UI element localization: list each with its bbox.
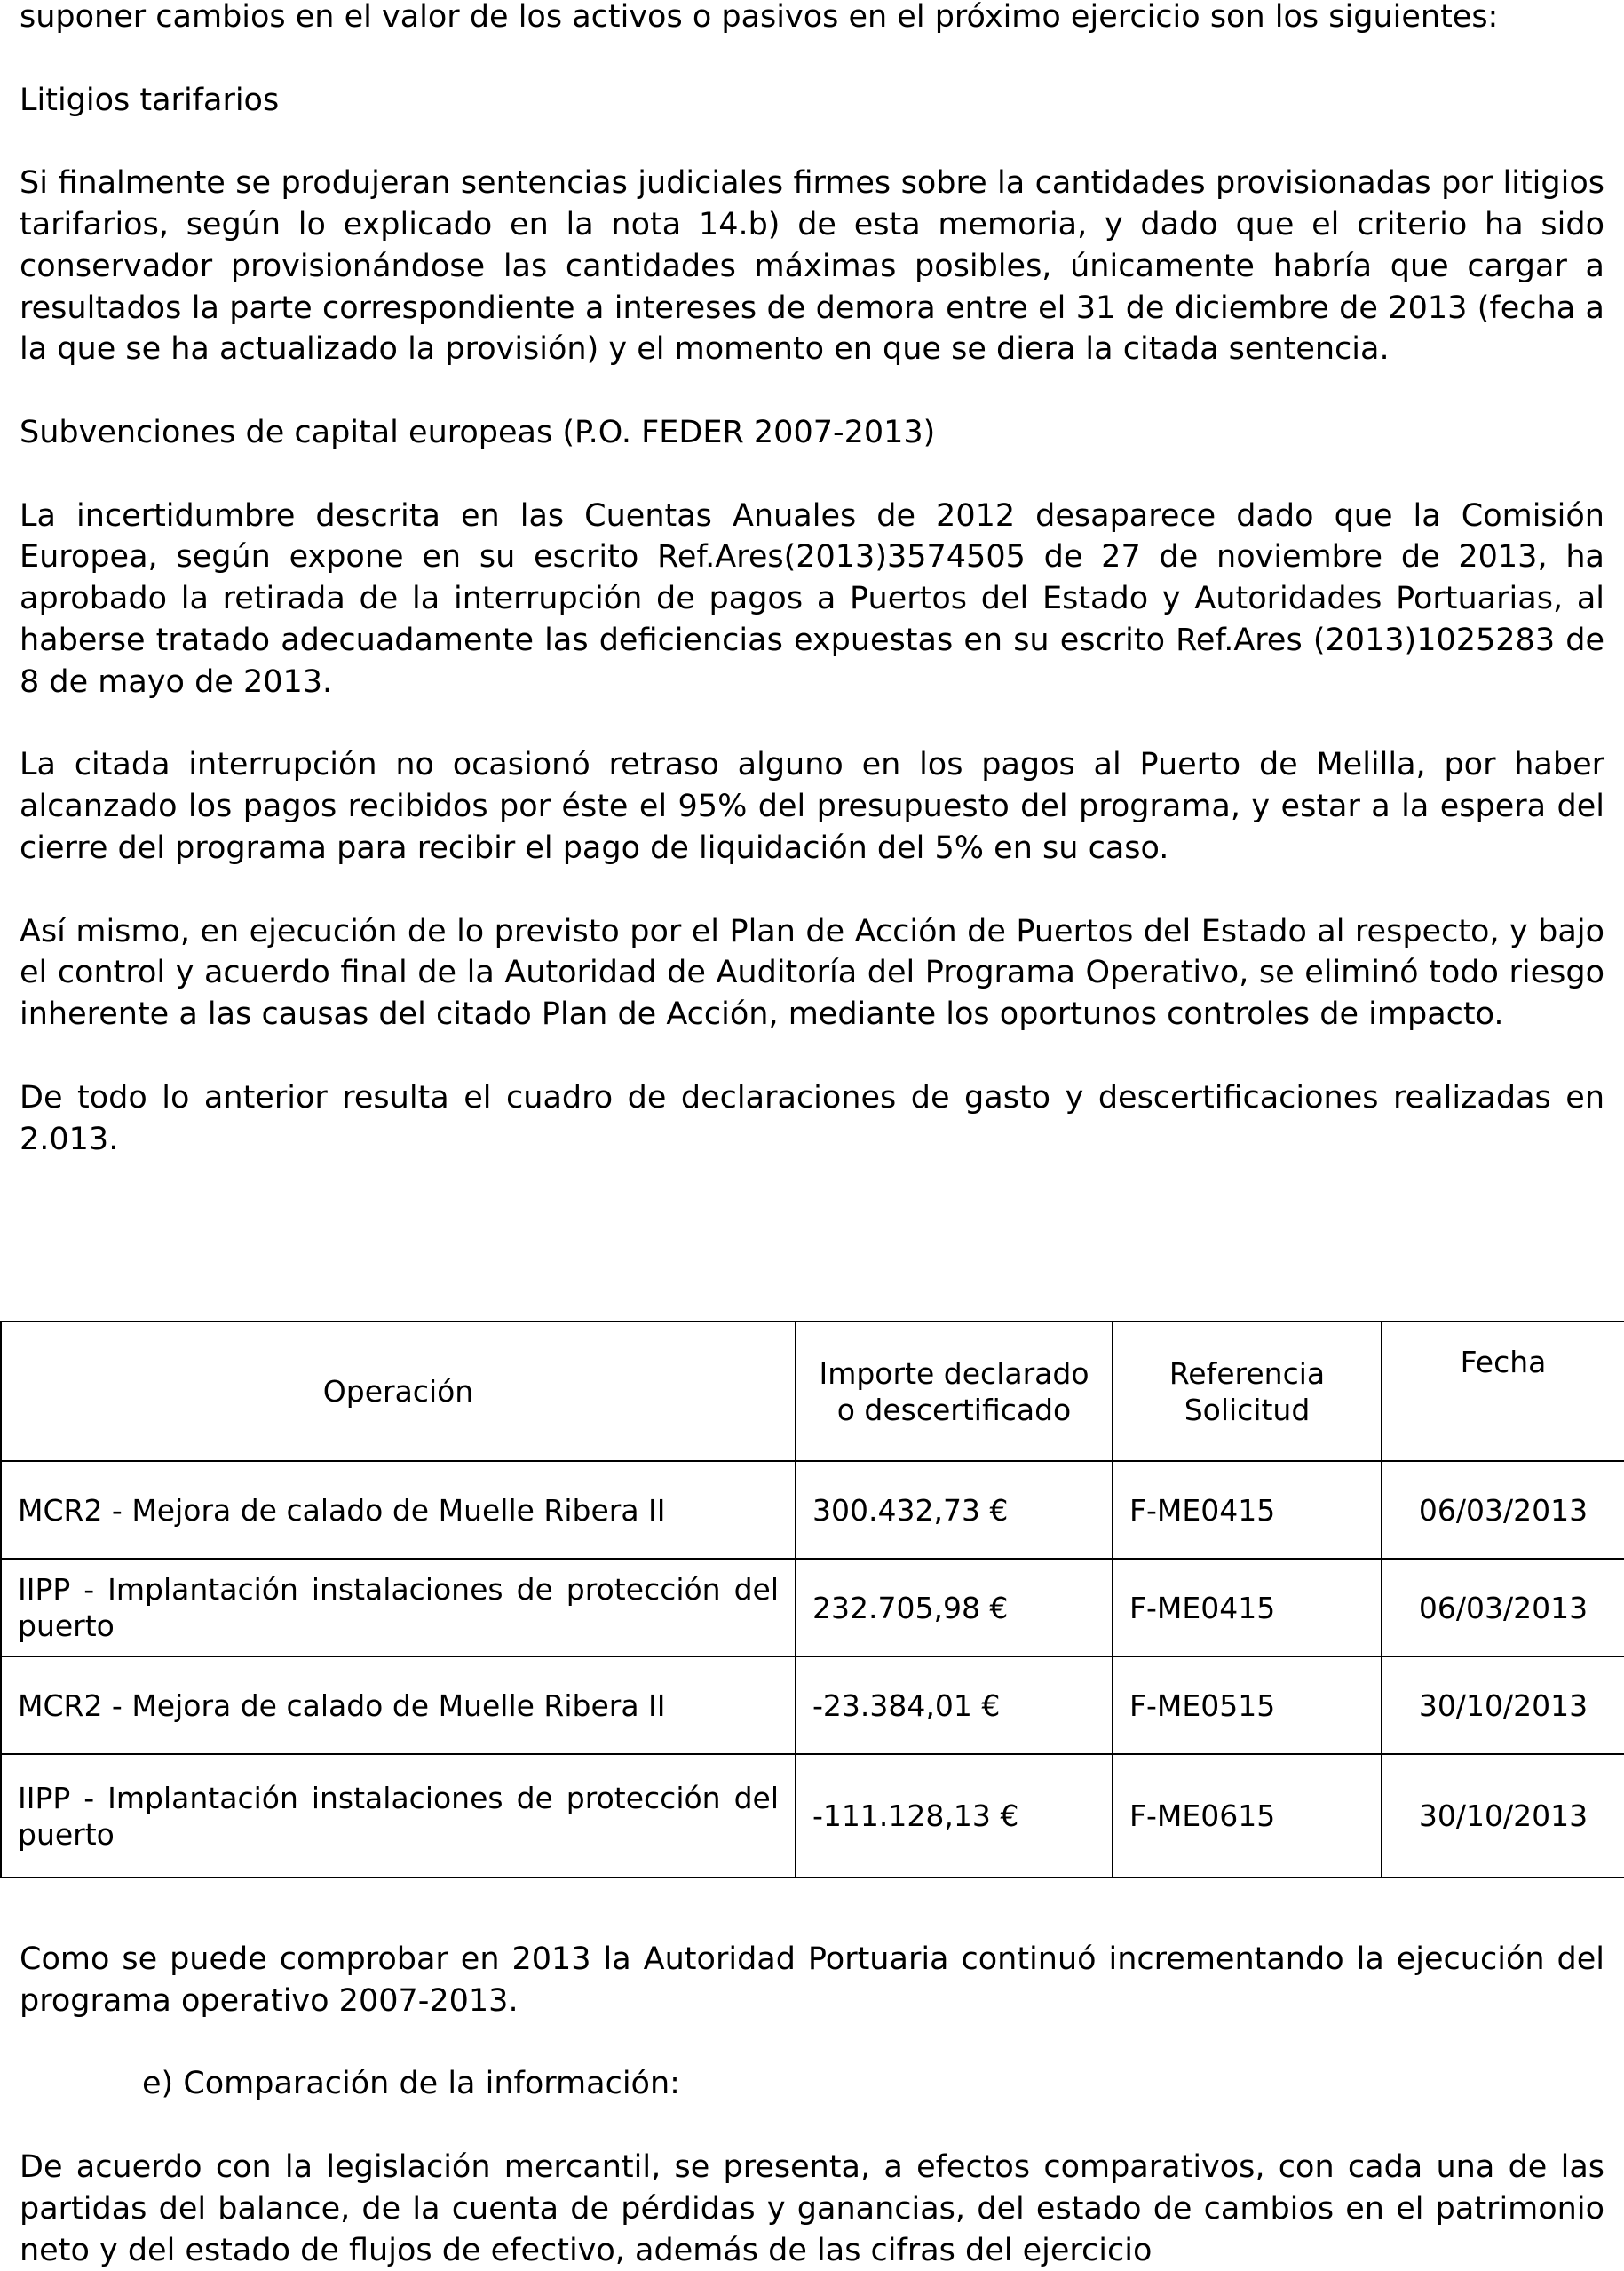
table-row bbox=[1, 1656, 1624, 1754]
table-row bbox=[1, 1559, 1624, 1656]
paragraph-plan-accion: Así mismo, en ejecución de lo previsto por el Plan de Acción de Puertos del Estado al respecto, y bajo el control y acuerdo final de la Autoridad de Auditoría del Programa Operativo, se eliminó todo riesgo inherente a las causas del citado Plan de Acción, mediante los oportunos controles de impacto. bbox=[20, 913, 1604, 1033]
cell-fecha: 06/03/2013 bbox=[1382, 1559, 1624, 1656]
cell-importe: -111.128,13 € bbox=[796, 1754, 1113, 1878]
cell-fecha: 30/10/2013 bbox=[1382, 1754, 1624, 1878]
cell-referencia: F-ME0415 bbox=[1113, 1559, 1382, 1656]
heading-litigios-tarifarios: Litigios tarifarios bbox=[20, 82, 280, 118]
cell-referencia: F-ME0415 bbox=[1113, 1461, 1382, 1559]
cell-fecha: 30/10/2013 bbox=[1382, 1656, 1624, 1754]
paragraph-interrupcion: La citada interrupción no ocasionó retraso alguno en los pagos al Puerto de Melilla, por haber alcanzado los pagos recibidos por éste el 95% del presupuesto del programa, y estar a la espera del cierre del programa para recibir el pago de liquidación del 5% en su caso. bbox=[20, 747, 1604, 866]
header-importe: Importe declarado o descertificado bbox=[796, 1322, 1113, 1461]
paragraph-conclusion: Como se puede comprobar en 2013 la Autoridad Portuaria continuó incrementando la ejecución del programa operativo 2007-2013. bbox=[20, 1941, 1604, 2019]
declarations-table bbox=[0, 1321, 1624, 1878]
paragraph-legislacion: De acuerdo con la legislación mercantil, se presenta, a efectos comparativos, con cada una de las partidas del balance, de la cuenta de pérdidas y ganancias, del estado de cambios en el patrimonio neto y del estado de flujos de efectivo, además de las cifras del ejercicio bbox=[20, 2148, 1604, 2268]
cell-fecha: 06/03/2013 bbox=[1382, 1461, 1624, 1559]
heading-comparacion: e) Comparación de la información: bbox=[142, 2066, 680, 2102]
header-fecha: Fecha bbox=[1382, 1322, 1624, 1461]
table-row bbox=[1, 1754, 1624, 1878]
table-header-row bbox=[1, 1322, 1624, 1461]
cell-operacion: MCR2 - Mejora de calado de Muelle Ribera II bbox=[1, 1656, 796, 1754]
paragraph-cuadro-intro: De todo lo anterior resulta el cuadro de declaraciones de gasto y descertificaciones realizadas en 2.013. bbox=[20, 1079, 1604, 1157]
cell-importe: -23.384,01 € bbox=[796, 1656, 1113, 1754]
cell-importe: 232.705,98 € bbox=[796, 1559, 1113, 1656]
cell-referencia: F-ME0515 bbox=[1113, 1656, 1382, 1754]
header-referencia: Referencia Solicitud bbox=[1113, 1322, 1382, 1461]
cell-operacion: MCR2 - Mejora de calado de Muelle Ribera II bbox=[1, 1461, 796, 1559]
heading-subvenciones: Subvenciones de capital europeas (P.O. FEDER 2007-2013) bbox=[20, 414, 936, 450]
cell-operacion: IIPP - Implantación instalaciones de protección del puerto bbox=[1, 1559, 796, 1656]
cell-importe: 300.432,73 € bbox=[796, 1461, 1113, 1559]
document-body-continued bbox=[20, 1939, 1604, 2271]
paragraph-incertidumbre: La incertidumbre descrita en las Cuentas Anuales de 2012 desaparece dado que la Comisión Europea, según expone en su escrito Ref.Ares(2013)3574505 de 27 de noviembre de 2013, ha aprobado la retirada de la interrupción de pagos a Puertos del Estado y Autoridades Portuarias, al haberse tratado adecuadamente las deficiencias expuestas en su escrito Ref.Ares (2013)1025283 de 8 de mayo de 2013. bbox=[20, 497, 1604, 700]
cell-operacion: IIPP - Implantación instalaciones de protección del puerto bbox=[1, 1754, 796, 1878]
paragraph-intro: suponer cambios en el valor de los activos o pasivos en el próximo ejercicio son los siguientes: bbox=[20, 0, 1499, 35]
header-operacion: Operación bbox=[1, 1322, 796, 1461]
document-body bbox=[20, 0, 1604, 1163]
paragraph-litigios: Si finalmente se produjeran sentencias judiciales firmes sobre la cantidades provisionadas por litigios tarifarios, según lo explicado en la nota 14.b) de esta memoria, y dado que el criterio ha sido conservador provisionándose las cantidades máximas posibles, únicamente habría que cargar a resultados la parte correspondiente a intereses de demora entre el 31 de diciembre de 2013 (fecha a la que se ha actualizado la provisión) y el momento en que se diera la citada sentencia. bbox=[20, 165, 1604, 368]
table-row bbox=[1, 1461, 1624, 1559]
cell-referencia: F-ME0615 bbox=[1113, 1754, 1382, 1878]
